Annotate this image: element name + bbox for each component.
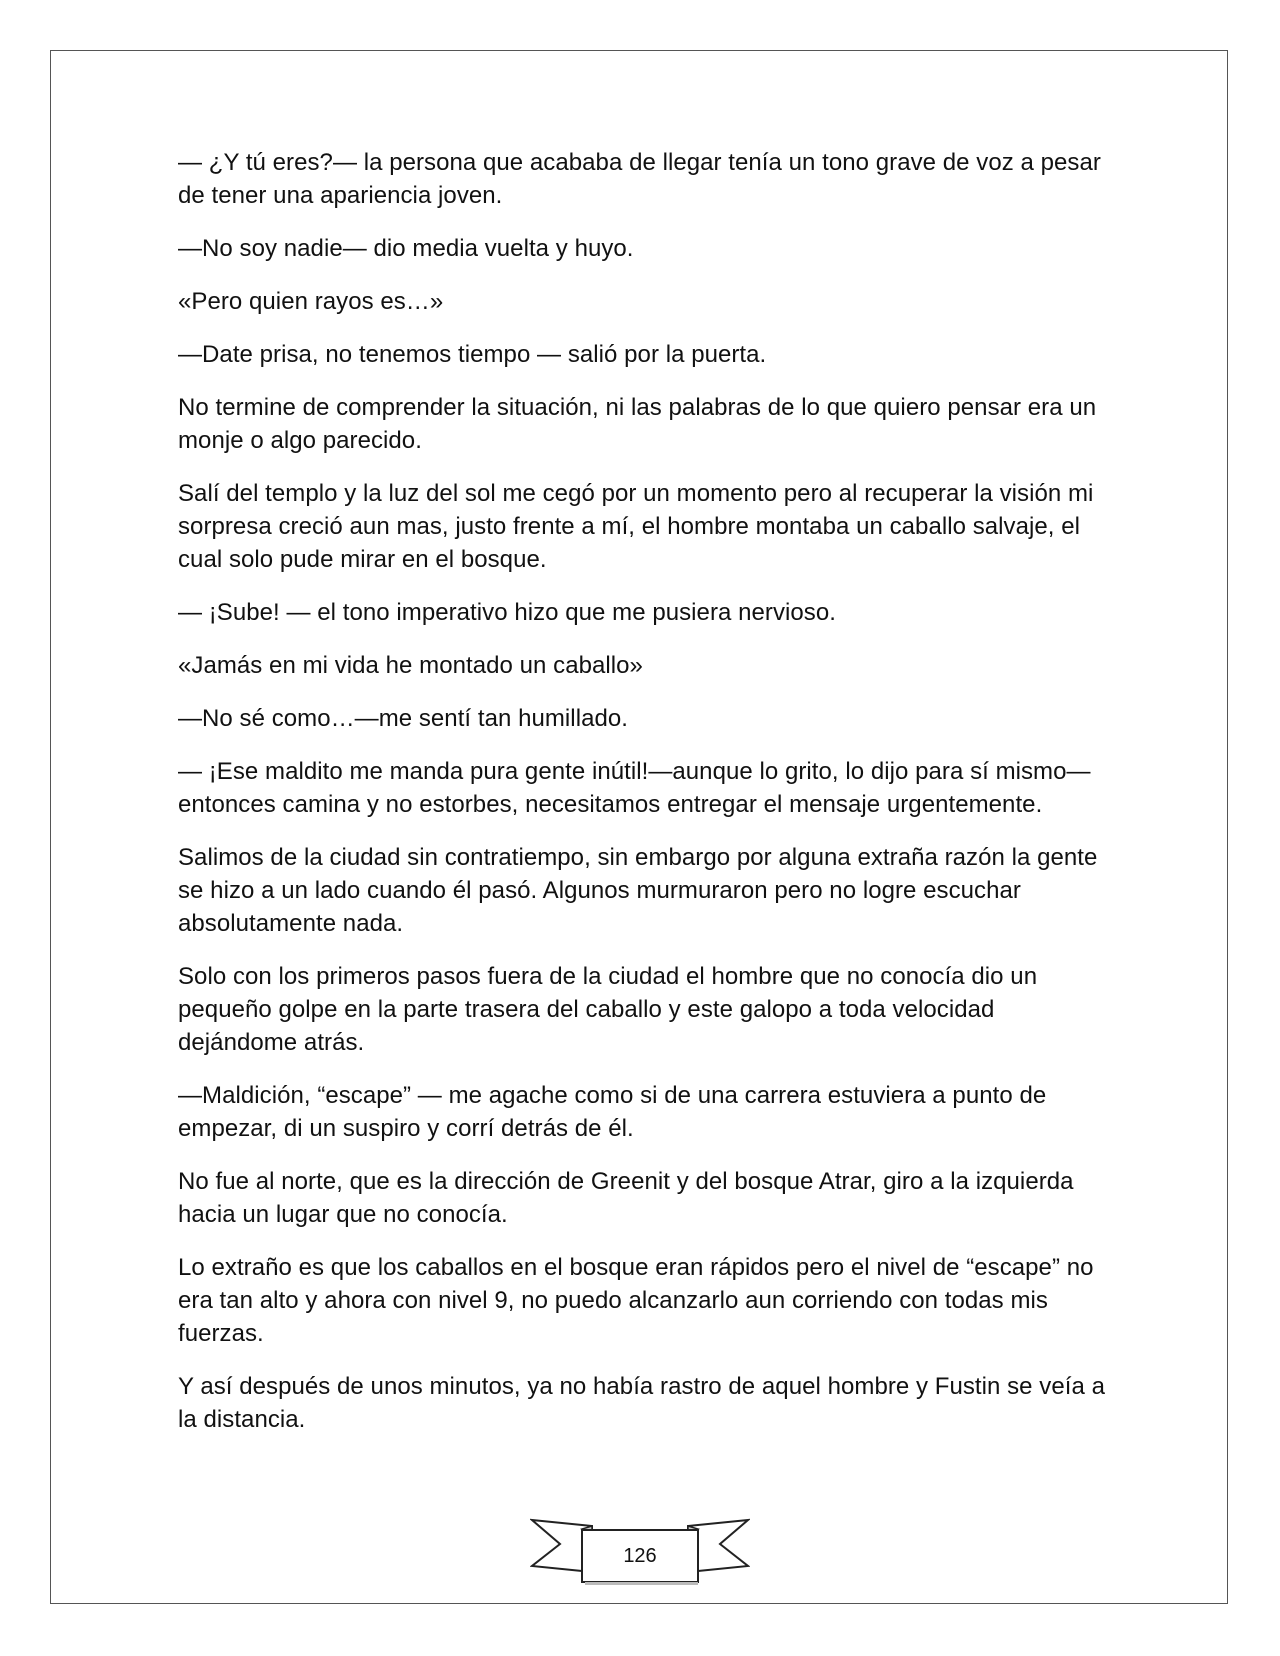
paragraph: —No soy nadie— dio media vuelta y huyo. bbox=[178, 235, 634, 262]
paragraph: —Date prisa, no tenemos tiempo — salió por la puerta. bbox=[178, 341, 767, 368]
paragraph: — ¡Ese maldito me manda pura gente inútil!—aunque lo grito, lo dijo para sí mismo— entonces camina y no estorbes, necesitamos entregar el mensaje urgentemente. bbox=[178, 758, 1091, 818]
paragraph: — ¿Y tú eres?— la persona que acababa de llegar tenía un tono grave de voz a pesar de tener una apariencia joven. bbox=[178, 149, 1101, 209]
paragraph: —No sé como…—me sentí tan humillado. bbox=[178, 705, 628, 732]
paragraph: Solo con los primeros pasos fuera de la ciudad el hombre que no conocía dio un pequeño golpe en la parte trasera del caballo y este galopo a toda velocidad dejándome atrás. bbox=[178, 963, 1038, 1056]
paragraph: Salimos de la ciudad sin contratiempo, sin embargo por alguna extraña razón la gente se hizo a un lado cuando él pasó. Algunos murmuraron pero no logre escuchar absolutamente nada. bbox=[178, 844, 1098, 937]
paragraph: Salí del templo y la luz del sol me cegó por un momento pero al recuperar la visión mi sorpresa creció aun mas, justo frente a mí, el hombre montaba un caballo salvaje, el cual solo pude mirar en el bosque. bbox=[178, 480, 1094, 573]
page-number: 126 bbox=[623, 1545, 657, 1567]
paragraph: — ¡Sube! — el tono imperativo hizo que me pusiera nervioso. bbox=[178, 599, 836, 626]
paragraph: «Pero quien rayos es…» bbox=[178, 288, 444, 315]
body-text bbox=[178, 146, 1108, 1456]
paragraph: Lo extraño es que los caballos en el bosque eran rápidos pero el nivel de “escape” no era tan alto y ahora con nivel 9, no puedo alcanzarlo aun corriendo con todas mis fuerzas. bbox=[178, 1254, 1094, 1347]
paragraph: Y así después de unos minutos, ya no había rastro de aquel hombre y Fustin se veía a la distancia. bbox=[178, 1373, 1105, 1433]
paragraph: —Maldición, “escape” — me agache como si de una carrera estuviera a punto de empezar, di un suspiro y corrí detrás de él. bbox=[178, 1082, 1047, 1142]
paragraph: No termine de comprender la situación, ni las palabras de lo que quiero pensar era un monje o algo parecido. bbox=[178, 394, 1097, 454]
paragraph: «Jamás en mi vida he montado un caballo» bbox=[178, 652, 643, 679]
paragraph: No fue al norte, que es la dirección de Greenit y del bosque Atrar, giro a la izquierda hacia un lugar que no conocía. bbox=[178, 1168, 1074, 1228]
page-number-banner bbox=[530, 1516, 750, 1588]
